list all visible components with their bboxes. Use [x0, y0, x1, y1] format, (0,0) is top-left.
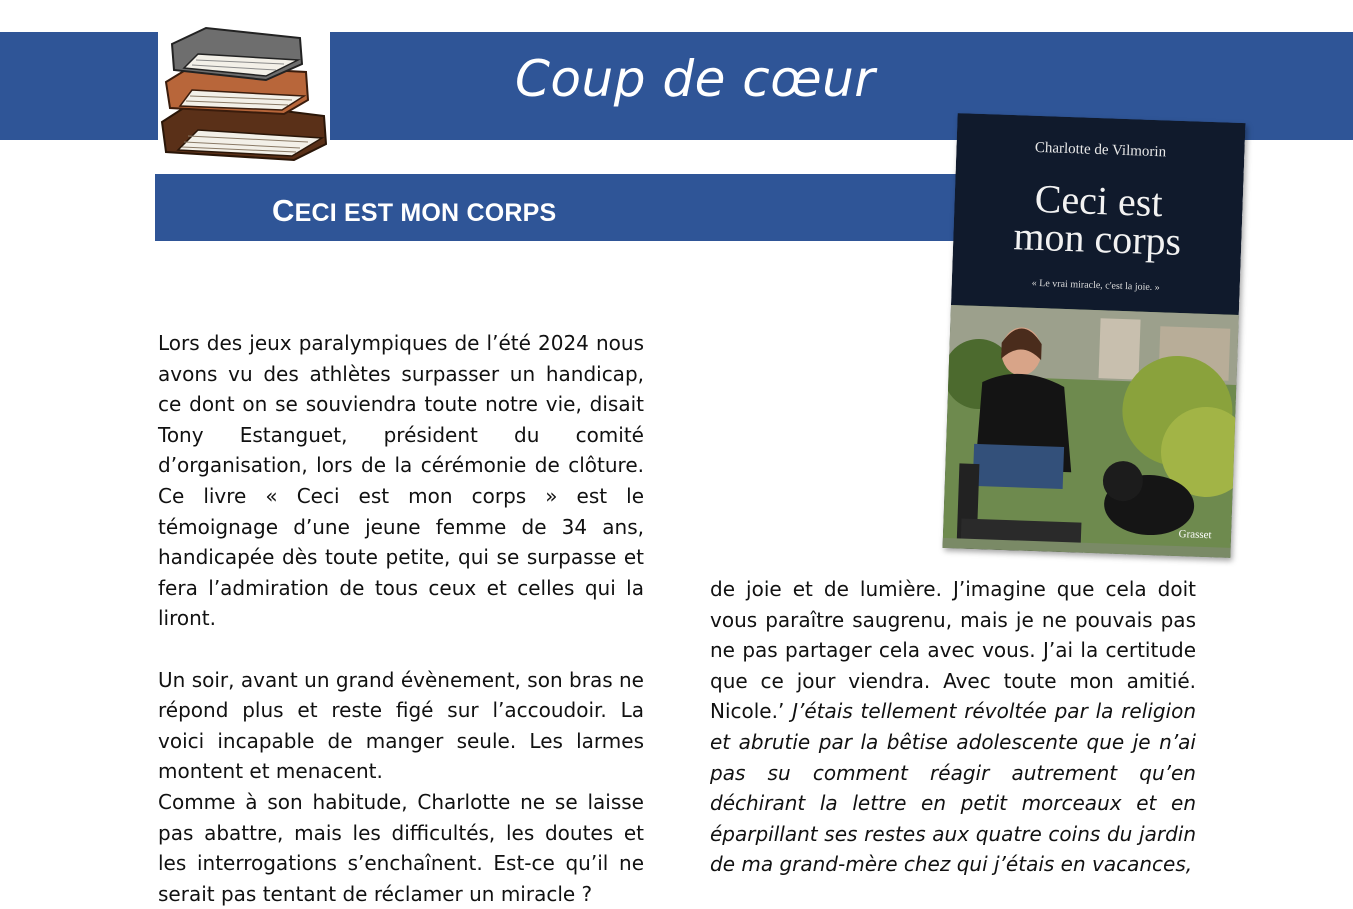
article-quote-italic: J’étais tellement révoltée par la religion et abrutie par la bêtise adolescente que je n’ai pas su comment réagir autrement qu’en déchirant la lettre en petit morceaux et en éparpillant ses restes aux quatre coins du jardin de ma grand-mère chez qui j’étais en vacances,: [710, 699, 1196, 877]
article-column-left: [158, 328, 644, 909]
banner-title: Coup de cœur: [515, 50, 876, 108]
article-paragraph: [710, 574, 1196, 880]
article-column-right: [710, 574, 1196, 880]
article-paragraph: Lors des jeux paralympiques de l’été 2024 nous avons vu des athlètes surpasser un handicap, ce dont on se souviendra toute notre vie, disait Tony Estanguet, président du comité d’organisation, lors de la cérémonie de clôture. Ce livre « Ceci est mon corps » est le témoignage d’une jeune femme de 34 ans, handicapée dès toute petite, qui se surpasse et fera l’admiration de tous ceux et celles qui la liront.: [158, 331, 644, 631]
book-cover: [942, 113, 1245, 558]
section-title-initial: C: [272, 193, 295, 228]
cover-title-line2: mon corps: [1012, 213, 1183, 264]
cover-title-line1: Ceci est: [1034, 175, 1164, 226]
cover-publisher: Grasset: [1178, 528, 1212, 542]
cover-tagline: « Le vrai miracle, c'est la joie. »: [1031, 277, 1160, 294]
article-paragraph: Comme à son habitude, Charlotte ne se laisse pas abattre, mais les difficultés, les doutes et les interrogations s’enchaînent. Est-ce qu’il ne serait pas tentant de réclamer un miracle ?: [158, 789, 644, 906]
cover-author: Charlotte de Vilmorin: [1034, 139, 1167, 161]
stack-of-books-icon: [158, 26, 330, 162]
section-title: [272, 193, 556, 229]
article-text: de joie et de lumière. J’imagine que cela doit vous paraître saugrenu, mais je ne pouvais pas ne pas partager cela avec vous. J’ai la certitude que ce jour viendra. Avec toute mon amitié. Nicole.’: [710, 577, 1196, 724]
article-paragraph: Un soir, avant un grand évènement, son bras ne répond plus et reste figé sur l’accoudoir. La voici incapable de manger seule. Les larmes montent et menacent.: [158, 667, 644, 784]
section-title-rest: ECI EST MON CORPS: [294, 199, 557, 227]
